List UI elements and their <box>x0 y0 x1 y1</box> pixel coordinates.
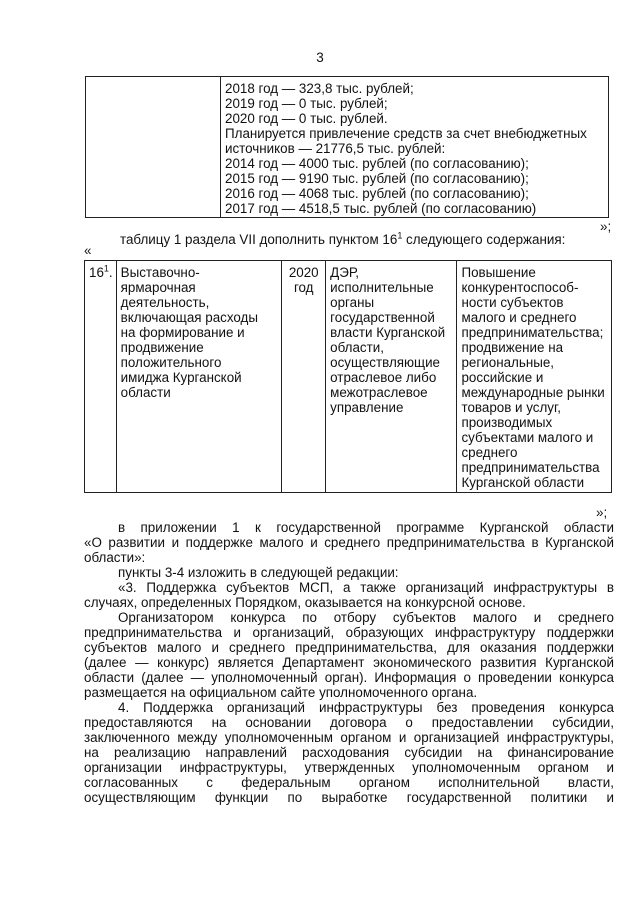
text-line: области (далее — уполномоченный орган). Информация о проведении конкурса <box>84 670 614 685</box>
result-line: субъектами малого и <box>461 430 594 445</box>
text-line: предпринимательства и организаций, образующих инфраструктуру поддержки <box>84 625 614 640</box>
text-line: на реализацию направлений расходования субсидии на финансирование <box>84 745 614 760</box>
funding-table-left-cell <box>86 77 221 218</box>
item-number-cell: $16^1$. <box>85 261 117 493</box>
result-line: среднего <box>461 445 518 460</box>
funding-line: 2020 год — 0 тыс. рублей. <box>225 111 388 126</box>
funding-line: Планируется привлечение средств за счет внебюджетных <box>225 126 587 141</box>
result-line: российские и <box>461 370 544 385</box>
text-line: размещается на официальном сайте уполномоченного органа. <box>84 685 478 700</box>
paragraph-points <box>84 565 614 580</box>
funding-line: 2014 год — 4000 тыс. рублей (по согласованию); <box>225 156 529 171</box>
text-line: согласованных с федеральным органом исполнительной власти, <box>84 775 614 790</box>
item-number-superscript: 1 <box>103 263 109 274</box>
result-line: производимых <box>461 415 553 430</box>
executor-line: области, <box>330 340 384 355</box>
result-line: продвижение на <box>461 340 564 355</box>
funding-line: 2019 год — 0 тыс. рублей; <box>225 96 388 111</box>
intro-text: таблицу 1 раздела VII дополнить пунктом 16 <box>120 232 398 247</box>
text-line: осуществляющим функции по выработке государственной политики и <box>84 790 614 805</box>
funding-table-right-cell <box>221 77 609 218</box>
activity-line: ярмарочная <box>120 280 196 295</box>
text-line: «3. Поддержка субъектов МСП, а также организаций инфраструктуры в <box>118 580 614 595</box>
result-line: конкурентоспособ- <box>461 280 579 295</box>
text-line: «О развитии и поддержке малого и среднего предпринимательства в Курганской <box>84 535 614 550</box>
intro-line <box>120 232 565 247</box>
activity-line: продвижение <box>120 340 204 355</box>
result-line: ности субъектов <box>461 295 564 310</box>
funding-line: 2018 год — 323,8 тыс. рублей; <box>225 81 414 96</box>
text-line: Организатором конкурса по отбору субъектов малого и среднего <box>118 610 614 625</box>
result-line: Повышение <box>461 265 536 280</box>
result-line: Курганской области <box>461 475 585 490</box>
executor-cell <box>326 261 457 493</box>
body-text <box>84 520 614 805</box>
intro-superscript: 1 <box>397 230 403 241</box>
activity-line: области <box>120 385 171 400</box>
paragraph-appendix <box>84 520 614 565</box>
activity-line: Выставочно- <box>120 265 200 280</box>
text-line: области»: <box>84 550 146 565</box>
result-line: предпринимательства <box>461 460 600 475</box>
item-number: 16 <box>89 265 104 280</box>
intro-text-end: следующего содержания: <box>402 232 566 247</box>
text-line: случаях, определенных Порядком, оказывается на конкурсной основе. <box>84 595 526 610</box>
activity-line: включающая расходы <box>120 310 258 325</box>
funding-table <box>85 76 609 218</box>
text-line: организации инфраструктуры, утвержденных уполномоченным органом и <box>84 760 614 775</box>
activity-line: деятельность, <box>120 295 210 310</box>
executor-line: межотраслевое <box>330 385 428 400</box>
result-line: предпринимательства; <box>461 325 604 340</box>
activity-line: имиджа Курганской <box>120 370 242 385</box>
paragraph-organizer <box>84 610 614 700</box>
executor-line: исполнительные <box>330 280 434 295</box>
text-line: заключенного между уполномоченным органом и организацией инфраструктуры, <box>84 730 614 745</box>
executor-line: органы <box>330 295 375 310</box>
result-cell <box>457 261 612 493</box>
paragraph-point-4 <box>84 700 614 805</box>
funding-line: 2016 год — 4068 тыс. рублей (по согласованию); <box>225 186 529 201</box>
funding-line: источников — 21776,5 тыс. рублей: <box>225 141 446 156</box>
executor-line: власти Курганской <box>330 325 446 340</box>
item-16-table <box>84 260 612 493</box>
executor-line: осуществляющие <box>330 355 440 370</box>
quote-open: « <box>84 243 92 258</box>
executor-line: государственной <box>330 310 435 325</box>
executor-line: отраслевое либо <box>330 370 437 385</box>
executor-line: ДЭР, <box>330 265 359 280</box>
text-line: в приложении 1 к государственной программе Курганской области <box>118 520 614 535</box>
year-line: год <box>293 280 314 295</box>
result-line: региональные, <box>461 355 555 370</box>
result-line: товаров и услуг, <box>461 400 561 415</box>
text-line: (далее — конкурс) является Департамент экономического развития Курганской <box>84 655 614 670</box>
funding-line: 2015 год — 9190 тыс. рублей (по согласованию); <box>225 171 529 186</box>
result-line: международные рынки <box>461 385 605 400</box>
quote-close: »; <box>600 219 612 234</box>
text-line: предоставляются на основании договора о предоставлении субсидии, <box>84 715 614 730</box>
year-cell <box>282 261 326 493</box>
funding-line: 2017 год — 4518,5 тыс. рублей (по согласованию) <box>225 201 537 216</box>
text-line: 4. Поддержка организаций инфраструктуры без проведения конкурса <box>118 700 614 715</box>
page-number: 3 <box>316 50 324 65</box>
activity-cell <box>116 261 282 493</box>
year-line: 2020 <box>288 265 319 280</box>
activity-line: положительного <box>120 355 222 370</box>
result-line: малого и среднего <box>461 310 577 325</box>
text-line: пункты 3-4 изложить в следующей редакции: <box>118 565 399 580</box>
text-line: субъектов малого и среднего предпринимательства, для оказания поддержки <box>84 640 614 655</box>
quote-close-2: »; <box>596 505 608 520</box>
activity-line: на формирование и <box>120 325 245 340</box>
paragraph-point-3 <box>84 580 614 610</box>
executor-line: управление <box>330 400 404 415</box>
